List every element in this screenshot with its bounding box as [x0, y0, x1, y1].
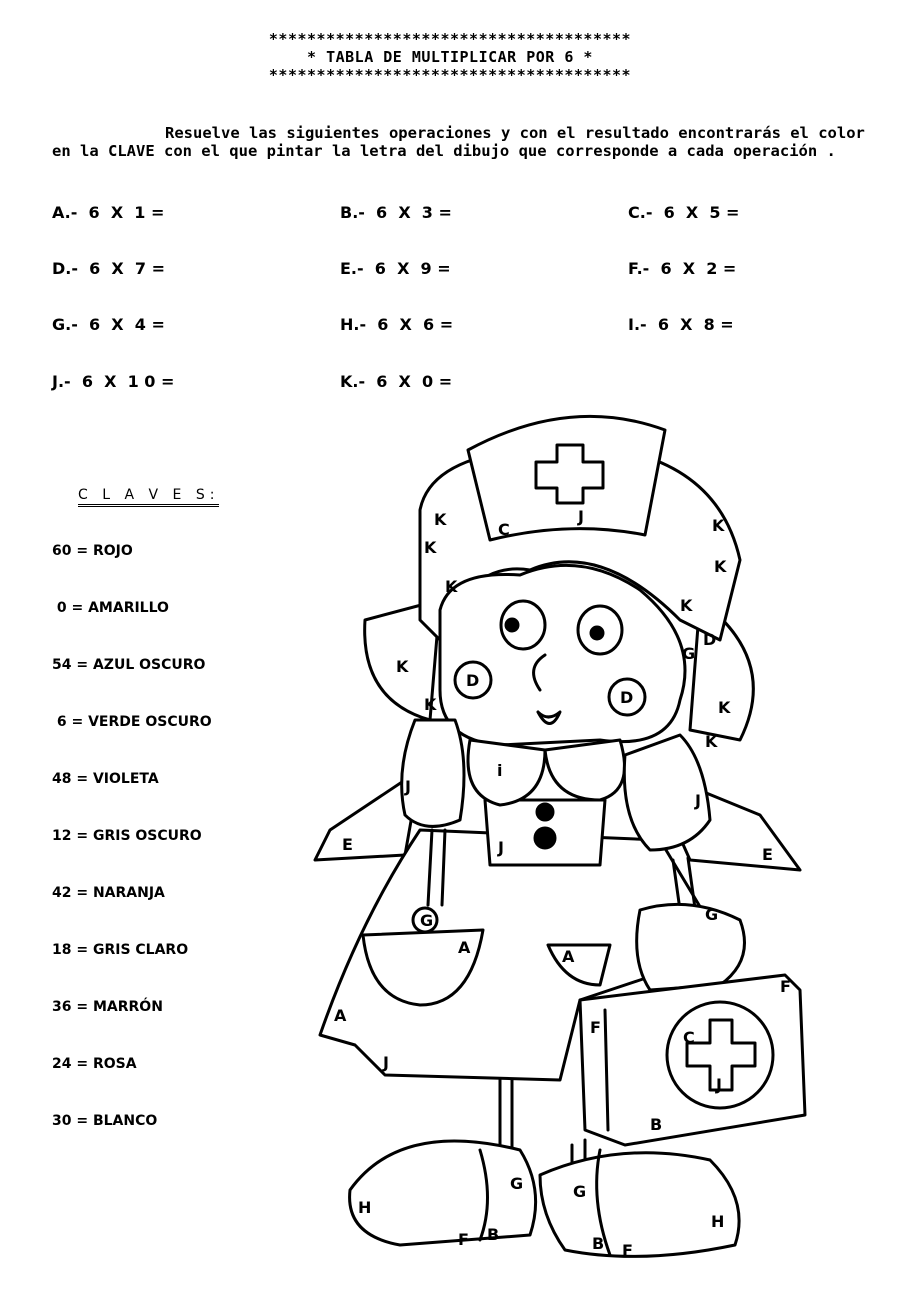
label-j: J	[716, 1075, 722, 1094]
instructions-line-1: Resuelve las siguientes operaciones y con el resultado encontrarás el color	[165, 124, 865, 142]
label-f: F	[780, 977, 791, 996]
label-k: K	[445, 577, 458, 596]
label-h: H	[358, 1198, 372, 1217]
operation-c: C.- 6 X 5 =	[628, 203, 740, 222]
label-i: i	[497, 761, 503, 780]
clave-item: 54 = AZUL OSCURO	[52, 657, 206, 673]
clave-item: 36 = MARRÓN	[52, 999, 163, 1015]
clave-item: 42 = NARANJA	[52, 885, 165, 901]
clave-item: 12 = GRIS OSCURO	[52, 828, 202, 844]
operation-f: F.- 6 X 2 =	[628, 259, 737, 278]
header-stars-bottom: **************************************	[268, 66, 632, 84]
instructions-line-2: en la CLAVE con el que pintar la letra del dibujo que corresponde a cada operación .	[52, 142, 836, 160]
clave-item: 48 = VIOLETA	[52, 771, 159, 787]
label-j: J	[695, 791, 701, 810]
label-k: K	[714, 557, 727, 576]
operation-j: J.- 6 X 1 0 =	[52, 372, 175, 391]
label-g: G	[682, 644, 696, 663]
operation-h: H.- 6 X 6 =	[340, 315, 454, 334]
operation-d: D.- 6 X 7 =	[52, 259, 165, 278]
page-title: * TABLA DE MULTIPLICAR POR 6 *	[307, 48, 593, 66]
operation-b: B.- 6 X 3 =	[340, 203, 452, 222]
claves-title: C L A V E S:	[78, 487, 219, 507]
operation-k: K.- 6 X 0 =	[340, 372, 453, 391]
operation-g: G.- 6 X 4 =	[52, 315, 165, 334]
label-g: G	[705, 905, 719, 924]
label-k: K	[424, 538, 437, 557]
label-b: B	[650, 1115, 663, 1134]
label-a: A	[334, 1006, 347, 1025]
label-h: H	[711, 1212, 725, 1231]
label-j: J	[498, 838, 504, 857]
label-a: A	[458, 938, 471, 957]
label-j-hat: J	[578, 507, 584, 526]
label-f: F	[622, 1241, 633, 1260]
label-k: K	[705, 732, 718, 751]
label-d: D	[703, 630, 717, 649]
label-k: K	[680, 596, 693, 615]
clave-item: 0 = AMARILLO	[52, 600, 169, 616]
label-f: F	[458, 1230, 469, 1249]
clave-item: 6 = VERDE OSCURO	[52, 714, 212, 730]
label-k: K	[718, 698, 731, 717]
operation-i: I.- 6 X 8 =	[628, 315, 734, 334]
label-c-hat: C	[498, 520, 510, 539]
clave-item: 18 = GRIS CLARO	[52, 942, 189, 958]
label-g: G	[510, 1174, 524, 1193]
label-k: K	[396, 657, 409, 676]
label-e: E	[342, 835, 353, 854]
label-k: K	[424, 695, 437, 714]
label-b: B	[592, 1234, 605, 1253]
label-j: J	[383, 1053, 389, 1072]
label-k: K	[712, 516, 725, 535]
label-d: D	[620, 688, 634, 707]
label-a: A	[562, 947, 575, 966]
clave-item: 30 = BLANCO	[52, 1113, 158, 1129]
label-j: J	[405, 777, 411, 796]
header-stars-top: **************************************	[268, 30, 632, 48]
label-g: G	[573, 1182, 587, 1201]
label-c: C	[683, 1028, 695, 1047]
label-e: E	[762, 845, 773, 864]
label-d: D	[466, 671, 480, 690]
label-f: F	[590, 1018, 601, 1037]
label-g: G	[420, 911, 434, 930]
clave-item: 24 = ROSA	[52, 1056, 137, 1072]
operation-a: A.- 6 X 1 =	[52, 203, 165, 222]
operation-e: E.- 6 X 9 =	[340, 259, 451, 278]
clave-item: 60 = ROJO	[52, 543, 133, 559]
label-b: B	[487, 1225, 500, 1244]
label-k: K	[434, 510, 447, 529]
